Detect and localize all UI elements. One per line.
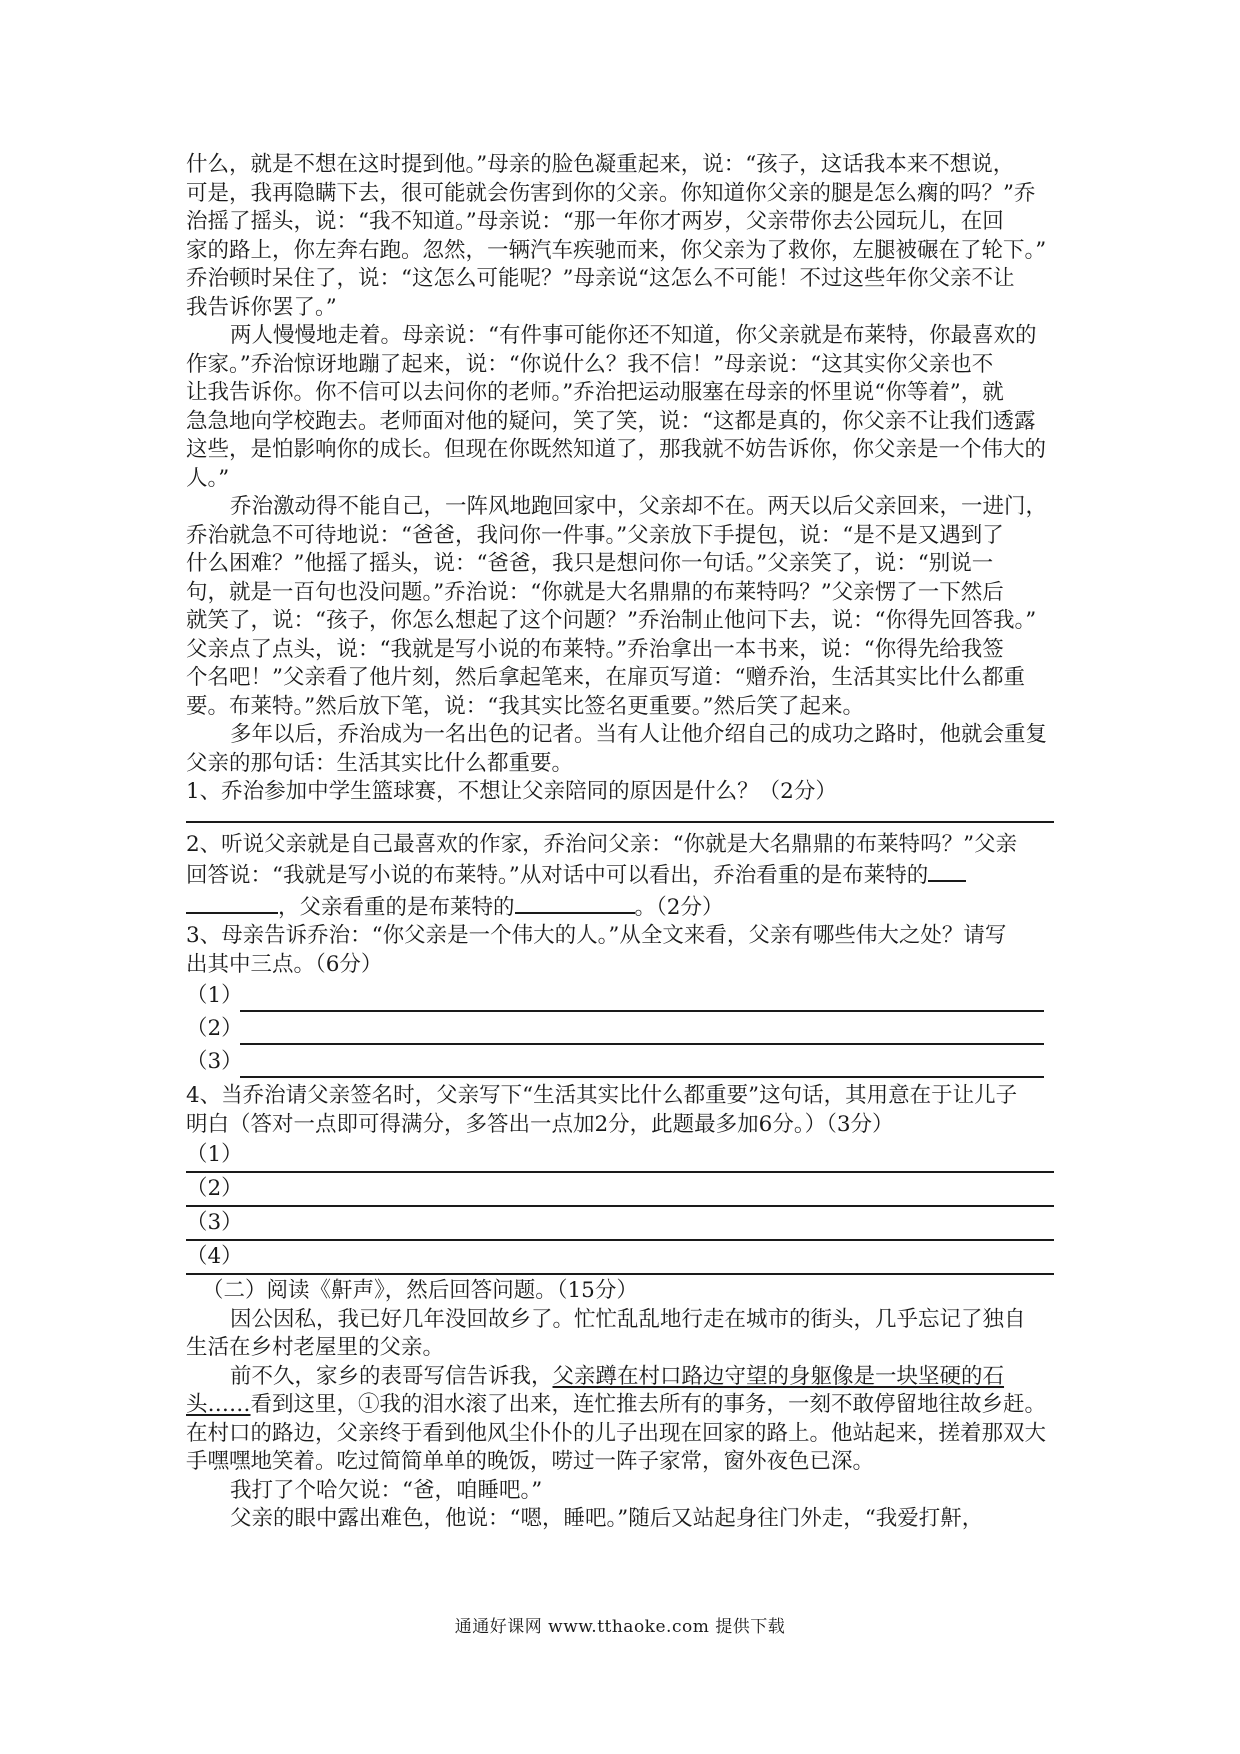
passage-line: 作家。”乔治惊讶地蹦了起来，说：“你说什么？我不信！”母亲说：“这其实你父亲也不: [186, 351, 994, 377]
passage-text: 看到这里，①我的泪水滚了出来，连忙推去所有的事务，一刻不敢停留地往故乡赶。: [250, 1392, 1047, 1417]
answer-blank[interactable]: [515, 891, 635, 914]
underlined-sentence: 父亲蹲在村口路边守望的身躯像是一块坚硬的石: [552, 1363, 1005, 1389]
section-heading: （二）阅读《鼾声》，然后回答问题。（15分）: [202, 1278, 638, 1303]
question-3-text: 3、母亲告诉乔治：“你父亲是一个伟大的人。”从全文来看，父亲有哪些伟大之处？请写: [186, 923, 1007, 948]
answer-row: [186, 1045, 1054, 1078]
passage-line: 这些，是怕影响你的成长。但现在你既然知道了，那我就不妨告诉你，你父亲是一个伟大的: [186, 437, 1047, 462]
question-4-text: 明白（答对一点即可得满分，多答出一点加2分，此题最多加6分。）（3分）: [186, 1111, 894, 1137]
passage-line: 我打了个哈欠说：“爸，咱睡吧。”: [230, 1477, 543, 1503]
answer-label: （1）: [186, 983, 243, 1008]
passage-line: 多年以后，乔治成为一名出色的记者。当有人让他介绍自己的成功之路时，他就会重复: [230, 722, 1048, 747]
passage-line: 乔治顿时呆住了，说：“这怎么可能呢？”母亲说“这怎么不可能！不过这些年你父亲不让: [186, 266, 1015, 291]
passage-line: 因公因私，我已好几年没回故乡了。忙忙乱乱地行走在城市的街头，几乎忘记了独自: [230, 1306, 1026, 1332]
passage-line: 人。”: [186, 465, 230, 491]
answer-blank[interactable]: [186, 891, 278, 914]
passage-line: 句，就是一百句也没问题。”乔治说：“你就是大名鼎鼎的布莱特吗？”父亲愣了一下然后: [186, 579, 1004, 605]
passage-line: 就笑了，说：“孩子，你怎么想起了这个问题？”乔治制止他问下去，说：“你得先回答我。”: [186, 608, 1037, 633]
passage-line: 乔治激动得不能自己，一阵风地跑回家中，父亲却不在。两天以后父亲回来，一进门，: [230, 494, 1048, 519]
question-2-text: 。（2分）: [634, 894, 724, 920]
passage-line: 什么，就是不想在这时提到他。”母亲的脸色凝重起来，说：“孩子，这话我本来不想说，: [186, 152, 1015, 177]
passage-line: 让我告诉你。你不信可以去问你的老师。”乔治把运动服塞在母亲的怀里说“你等着”，就: [186, 380, 1004, 405]
question-3: [186, 922, 1054, 1078]
passage-line: 两人慢慢地走着。母亲说：“有件事可能你还不知道，你父亲就是布莱特，你最喜欢的: [230, 323, 1037, 348]
question-4: [186, 1082, 1054, 1275]
passage-b: [186, 1277, 1054, 1534]
answer-line[interactable]: （3）: [186, 1207, 1054, 1241]
underlined-sentence: 头……: [186, 1392, 251, 1417]
passage-line: 急急地向学校跑去。老师面对他的疑问，笑了笑，说：“这都是真的，你父亲不让我们透露: [186, 408, 1036, 434]
question-1: [186, 778, 1054, 823]
page-content: [186, 151, 1054, 1534]
passage-line: 治摇了摇头，说：“我不知道。”母亲说：“那一年你才两岁，父亲带你去公园玩儿，在回: [186, 209, 1004, 234]
answer-line[interactable]: [240, 986, 1044, 1012]
passage-line: 在村口的路边，父亲终于看到他风尘仆仆的儿子出现在回家的路上。他站起来，搓着那双大: [186, 1420, 1047, 1446]
question-2-line: [186, 859, 1054, 891]
passage-text: 前不久，家乡的表哥写信告诉我，: [230, 1363, 553, 1389]
passage-line: 父亲点了点头，说：“我就是写小说的布莱特。”乔治拿出一本书来，说：“你得先给我签: [186, 636, 1004, 662]
passage-line: 要。布莱特。”然后放下笔，说：“我其实比签名更重要。”然后笑了起来。: [186, 693, 864, 719]
passage-line: 可是，我再隐瞒下去，很可能就会伤害到你的父亲。你知道你父亲的腿是怎么瘸的吗？”乔: [186, 180, 1036, 206]
answer-line[interactable]: （2）: [186, 1173, 1054, 1207]
footer-source: 通通好课网 www.tthaoke.com 提供下载: [454, 1617, 786, 1637]
passage-line: 个名吧！”父亲看了他片刻，然后拿起笔来，在扉页写道：“赠乔治，生活其实比什么都重: [186, 665, 1025, 690]
passage-line: 父亲的那句话：生活其实比什么都重要。: [186, 750, 574, 776]
question-1-text: 1、乔治参加中学生篮球赛，不想让父亲陪同的原因是什么？（2分）: [186, 779, 837, 804]
answer-label: （3）: [186, 1049, 243, 1074]
question-2-text: 回答说：“我就是写小说的布莱特。”从对话中可以看出，乔治看重的是布莱特的: [186, 863, 929, 888]
passage-line: 什么困难？”他摇了摇头，说：“爸爸，我只是想问你一句话。”父亲笑了，说：“别说一: [186, 551, 994, 576]
passage-line: 乔治就急不可待地说：“爸爸，我问你一件事。”父亲放下手提包，说：“是不是又遇到了: [186, 522, 1004, 548]
question-3-text: 出其中三点。（6分）: [186, 951, 383, 977]
question-2-text: ，父亲看重的是布莱特的: [278, 894, 515, 920]
answer-row: [186, 1012, 1054, 1045]
question-4-text: 4、当乔治请父亲签名时，父亲写下“生活其实比什么都重要”这句话，其用意在于让儿子: [186, 1083, 1018, 1108]
answer-line[interactable]: （4）: [186, 1241, 1054, 1275]
passage-line: 父亲的眼中露出难色，他说：“嗯，睡吧。”随后又站起身往门外走，“我爱打鼾，: [230, 1506, 984, 1531]
answer-line[interactable]: （1）: [186, 1139, 1054, 1173]
passage-a: [186, 151, 1054, 778]
question-2-line: [186, 891, 1054, 923]
question-2: [186, 831, 1054, 923]
answer-line[interactable]: [240, 1019, 1044, 1045]
answer-line[interactable]: [186, 821, 1054, 823]
answer-label: （2）: [186, 1016, 243, 1041]
passage-line: 生活在乡村老屋里的父亲。: [186, 1335, 445, 1360]
passage-line: [186, 1363, 1054, 1392]
passage-line: [186, 1391, 1054, 1420]
passage-line: 我告诉你罢了。”: [186, 294, 337, 320]
question-2-text: 2、听说父亲就是自己最喜欢的作家，乔治问父亲：“你就是大名鼎鼎的布莱特吗？”父亲: [186, 831, 1018, 857]
passage-line: 家的路上，你左奔右跑。忽然，一辆汽车疾驰而来，你父亲为了救你，左腿被碾在了轮下。”: [186, 237, 1047, 263]
answer-line[interactable]: [240, 1052, 1044, 1078]
answer-blank[interactable]: [928, 859, 966, 882]
passage-line: 手嘿嘿地笑着。吃过简简单单的晚饭，唠过一阵子家常，窗外夜色已深。: [186, 1449, 875, 1474]
answer-row: [186, 979, 1054, 1012]
